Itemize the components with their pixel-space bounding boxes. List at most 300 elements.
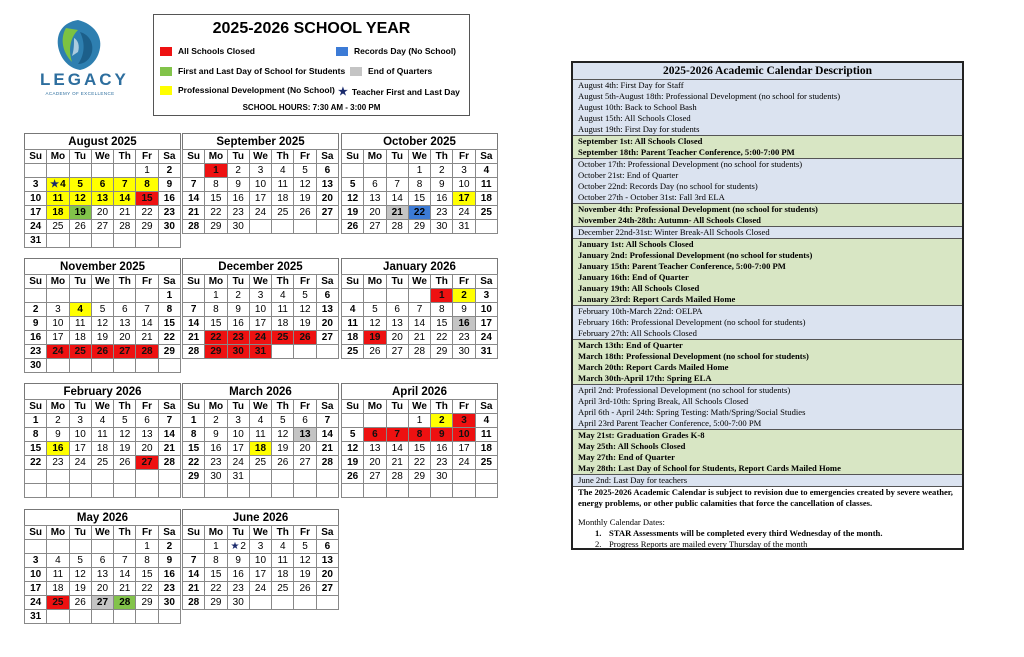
red-swatch-icon bbox=[160, 47, 172, 56]
calendar-day: 30 bbox=[158, 220, 180, 234]
calendar-day: 29 bbox=[183, 470, 205, 484]
weekday-header: We bbox=[408, 275, 430, 289]
calendar-day: 22 bbox=[205, 582, 227, 596]
empty-day bbox=[431, 484, 453, 498]
empty-day bbox=[294, 596, 316, 610]
empty-day bbox=[136, 470, 158, 484]
empty-day bbox=[158, 234, 180, 248]
calendar-day: 16 bbox=[431, 442, 453, 456]
calendar-day: 24 bbox=[47, 345, 69, 359]
empty-day bbox=[205, 484, 227, 498]
calendar-day: 10 bbox=[25, 568, 47, 582]
logo-tagline: ACADEMY OF EXCELLENCE bbox=[45, 91, 115, 96]
description-line: October 21st: End of Quarter bbox=[578, 170, 679, 180]
month-calendar bbox=[341, 258, 498, 359]
description-line: February 27th: All Schools Closed bbox=[578, 328, 697, 338]
calendar-day: 26 bbox=[364, 345, 386, 359]
calendar-description-panel bbox=[571, 61, 964, 550]
calendar-day: 13 bbox=[114, 317, 136, 331]
calendar-day: 26 bbox=[69, 220, 91, 234]
calendar-day: 28 bbox=[114, 220, 136, 234]
calendar-day: 4 bbox=[272, 164, 294, 178]
empty-day bbox=[69, 484, 91, 498]
calendar-day: 24 bbox=[69, 456, 91, 470]
month-title: November 2025 bbox=[24, 258, 181, 274]
legend-item-professional-development: Professional Development (No School) bbox=[160, 85, 335, 95]
weekday-header: Fr bbox=[453, 150, 475, 164]
empty-day bbox=[294, 470, 316, 484]
calendar-day: 15 bbox=[431, 317, 453, 331]
calendar-day: 14 bbox=[183, 317, 205, 331]
legend-item-teacher-days: ★ Teacher First and Last Day bbox=[338, 86, 460, 98]
calendar-day: 20 bbox=[91, 206, 113, 220]
empty-day bbox=[47, 484, 69, 498]
calendar-day: 23 bbox=[227, 582, 249, 596]
calendar-day: 25 bbox=[272, 331, 294, 345]
empty-day bbox=[114, 484, 136, 498]
calendar-day: 10 bbox=[249, 303, 271, 317]
calendar-day: 31 bbox=[25, 610, 47, 624]
weekday-header: Mo bbox=[364, 275, 386, 289]
calendar-day: 15 bbox=[25, 442, 47, 456]
calendar-day: 26 bbox=[294, 582, 316, 596]
description-sections bbox=[573, 80, 962, 487]
description-line: August 15th: All Schools Closed bbox=[578, 113, 691, 123]
empty-day bbox=[272, 470, 294, 484]
calendar-day: 30 bbox=[25, 359, 47, 373]
calendar-day: 9 bbox=[227, 303, 249, 317]
calendar-day: 27 bbox=[316, 582, 338, 596]
description-line: August 4th: First Day for Staff bbox=[578, 80, 684, 90]
empty-day bbox=[114, 470, 136, 484]
weekday-header: Fr bbox=[136, 400, 158, 414]
description-line: April 23rd Parent Teacher Conference, 5:00-7:00 PM bbox=[578, 418, 762, 428]
description-section bbox=[573, 159, 962, 204]
calendar-day: 3 bbox=[249, 289, 271, 303]
calendar-day: 22 bbox=[205, 206, 227, 220]
school-logo bbox=[40, 16, 129, 96]
empty-day bbox=[475, 484, 497, 498]
calendar-day: 3 bbox=[249, 164, 271, 178]
calendar-day: 5 bbox=[272, 414, 294, 428]
calendar-day: 8 bbox=[205, 554, 227, 568]
calendar-day: 29 bbox=[205, 220, 227, 234]
calendar-day: 9 bbox=[227, 554, 249, 568]
calendar-day: 16 bbox=[431, 192, 453, 206]
calendar-day: 23 bbox=[227, 206, 249, 220]
calendar-day: 23 bbox=[205, 456, 227, 470]
star-icon: ★ bbox=[338, 86, 348, 98]
weekday-header: Sa bbox=[158, 400, 180, 414]
description-line: May 21st: Graduation Grades K-8 bbox=[578, 430, 705, 440]
calendar-day: 17 bbox=[227, 442, 249, 456]
empty-day bbox=[158, 484, 180, 498]
empty-day bbox=[136, 610, 158, 624]
calendar-day: 2 bbox=[227, 289, 249, 303]
logo-wordmark: LEGACY bbox=[40, 70, 129, 89]
calendar-day: 1 bbox=[136, 540, 158, 554]
calendar-day: 6 bbox=[136, 414, 158, 428]
calendar-day: 15 bbox=[205, 317, 227, 331]
calendar-day: 10 bbox=[453, 428, 475, 442]
calendar-day: 7 bbox=[183, 303, 205, 317]
calendar-day: 7 bbox=[386, 178, 408, 192]
calendar-day: 30 bbox=[158, 596, 180, 610]
calendar-day: 31 bbox=[249, 345, 271, 359]
calendar-day: 24 bbox=[475, 331, 497, 345]
calendar-day: 14 bbox=[136, 317, 158, 331]
calendar-day: 11 bbox=[475, 428, 497, 442]
calendar-day: 30 bbox=[227, 596, 249, 610]
calendar-day: 18 bbox=[47, 582, 69, 596]
empty-day bbox=[91, 289, 113, 303]
description-line: November 24th-28th: Autumn- All Schools Closed bbox=[578, 215, 761, 225]
calendar-day: 14 bbox=[114, 568, 136, 582]
empty-day bbox=[25, 164, 47, 178]
calendar-day: 12 bbox=[342, 442, 364, 456]
calendar-day: 29 bbox=[136, 596, 158, 610]
calendar-day: 26 bbox=[294, 331, 316, 345]
calendar-day: 23 bbox=[47, 456, 69, 470]
calendar-day: 28 bbox=[386, 220, 408, 234]
empty-day bbox=[158, 470, 180, 484]
weekday-header: We bbox=[249, 400, 271, 414]
empty-day bbox=[91, 164, 113, 178]
calendar-day: 24 bbox=[227, 456, 249, 470]
calendar-day: 14 bbox=[386, 442, 408, 456]
empty-day bbox=[91, 610, 113, 624]
calendar-day: 12 bbox=[294, 178, 316, 192]
calendar-day: 9 bbox=[431, 428, 453, 442]
calendar-day: 28 bbox=[114, 596, 136, 610]
calendar-day: 11 bbox=[475, 178, 497, 192]
month-calendar bbox=[24, 258, 181, 373]
calendar-day: 2 bbox=[158, 540, 180, 554]
month-title: May 2026 bbox=[24, 509, 181, 525]
calendar-day: 21 bbox=[408, 331, 430, 345]
calendar-day: 21 bbox=[183, 582, 205, 596]
calendar-day: 9 bbox=[158, 554, 180, 568]
calendar-day: 15 bbox=[136, 192, 158, 206]
weekday-header: Fr bbox=[136, 150, 158, 164]
calendar-day: 11 bbox=[249, 428, 271, 442]
empty-day bbox=[408, 484, 430, 498]
calendar-day: 24 bbox=[249, 331, 271, 345]
calendar-day: 20 bbox=[364, 456, 386, 470]
description-line: January 2nd: Professional Development (no school for students) bbox=[578, 250, 813, 260]
empty-day bbox=[316, 470, 338, 484]
empty-day bbox=[91, 234, 113, 248]
weekday-header: Th bbox=[114, 150, 136, 164]
calendar-day: 19 bbox=[342, 456, 364, 470]
weekday-header: Fr bbox=[453, 400, 475, 414]
empty-day bbox=[114, 164, 136, 178]
weekday-header: Sa bbox=[475, 400, 497, 414]
calendar-day: 22 bbox=[205, 331, 227, 345]
calendar-day: 16 bbox=[205, 442, 227, 456]
calendar-day: 7 bbox=[183, 178, 205, 192]
calendar-day: 12 bbox=[272, 428, 294, 442]
calendar-day: 5 bbox=[114, 414, 136, 428]
calendar-day: 11 bbox=[91, 428, 113, 442]
weekday-header: Tu bbox=[69, 150, 91, 164]
weekday-header: Mo bbox=[205, 275, 227, 289]
calendar-day: 5 bbox=[69, 554, 91, 568]
empty-day bbox=[183, 540, 205, 554]
calendar-day: 30 bbox=[431, 220, 453, 234]
star-icon: ★ bbox=[50, 178, 60, 190]
empty-day bbox=[69, 234, 91, 248]
description-section bbox=[573, 430, 962, 475]
calendar-day: 22 bbox=[25, 456, 47, 470]
empty-day bbox=[342, 289, 364, 303]
calendar-day: 8 bbox=[136, 178, 158, 192]
month-title: March 2026 bbox=[182, 383, 339, 399]
empty-day bbox=[408, 289, 430, 303]
calendar-day: 5 bbox=[294, 289, 316, 303]
description-line: May 28th: Last Day of School for Students, Report Cards Mailed Home bbox=[578, 463, 841, 473]
weekday-header: Sa bbox=[158, 150, 180, 164]
calendar-day: 6 bbox=[316, 540, 338, 554]
calendar-day: 5 bbox=[294, 540, 316, 554]
empty-day bbox=[183, 289, 205, 303]
calendar-day: 22 bbox=[431, 331, 453, 345]
empty-day bbox=[249, 596, 271, 610]
empty-day bbox=[183, 164, 205, 178]
description-title: 2025-2026 Academic Calendar Description bbox=[573, 63, 962, 80]
calendar-day: 19 bbox=[294, 192, 316, 206]
calendar-day: 18 bbox=[272, 317, 294, 331]
calendar-day: 19 bbox=[91, 331, 113, 345]
weekday-header: Th bbox=[114, 400, 136, 414]
calendar-day: 5 bbox=[342, 178, 364, 192]
empty-day bbox=[316, 596, 338, 610]
calendar-day: 13 bbox=[91, 192, 113, 206]
calendar-day: 20 bbox=[114, 331, 136, 345]
description-line: September 1st: All Schools Closed bbox=[578, 136, 703, 146]
description-section bbox=[573, 340, 962, 385]
calendar-day: 30 bbox=[431, 470, 453, 484]
calendar-day: 5 bbox=[364, 303, 386, 317]
empty-day bbox=[47, 359, 69, 373]
calendar-day: 13 bbox=[316, 554, 338, 568]
calendar-day: 8 bbox=[136, 554, 158, 568]
description-line: April 2nd: Professional Development (no school for students) bbox=[578, 385, 791, 395]
weekday-header: Th bbox=[272, 150, 294, 164]
calendar-day: 12 bbox=[91, 317, 113, 331]
calendar-day: 25 bbox=[475, 456, 497, 470]
weekday-header: Su bbox=[183, 150, 205, 164]
weekday-header: Tu bbox=[386, 275, 408, 289]
calendar-day: 27 bbox=[91, 220, 113, 234]
description-line: August 19th: First Day for students bbox=[578, 124, 700, 134]
month-calendar bbox=[341, 133, 498, 234]
star-icon: ★ bbox=[230, 540, 240, 552]
weekday-header: Fr bbox=[136, 526, 158, 540]
empty-day bbox=[249, 470, 271, 484]
calendar-day: 30 bbox=[453, 345, 475, 359]
weekday-header: Su bbox=[25, 275, 47, 289]
calendar-day: 8 bbox=[205, 303, 227, 317]
empty-day bbox=[25, 470, 47, 484]
calendar-day: 11 bbox=[272, 554, 294, 568]
calendar-day: 25 bbox=[475, 206, 497, 220]
month-title: December 2025 bbox=[182, 258, 339, 274]
empty-day bbox=[364, 414, 386, 428]
description-line: August 10th: Back to School Bash bbox=[578, 102, 697, 112]
calendar-day: 2 bbox=[158, 164, 180, 178]
weekday-header: Su bbox=[183, 275, 205, 289]
calendar-day: 20 bbox=[364, 206, 386, 220]
empty-day bbox=[316, 345, 338, 359]
calendar-day: 25 bbox=[47, 220, 69, 234]
legend-item-end-of-quarters: End of Quarters bbox=[350, 66, 432, 76]
calendar-day: 5 bbox=[69, 178, 91, 192]
empty-day bbox=[183, 484, 205, 498]
weekday-header: We bbox=[91, 150, 113, 164]
empty-day bbox=[114, 540, 136, 554]
calendar-day: 14 bbox=[158, 428, 180, 442]
calendar-day: 27 bbox=[294, 456, 316, 470]
calendar-day: 28 bbox=[158, 456, 180, 470]
description-line: May 27th: End of Quarter bbox=[578, 452, 675, 462]
calendar-day: 24 bbox=[25, 220, 47, 234]
weekday-header: Su bbox=[342, 400, 364, 414]
calendar-day: 29 bbox=[158, 345, 180, 359]
calendar-day: 2 bbox=[227, 164, 249, 178]
weekday-header: Tu bbox=[227, 400, 249, 414]
calendar-day: 29 bbox=[205, 596, 227, 610]
calendar-day: 31 bbox=[475, 345, 497, 359]
calendar-day: 26 bbox=[342, 220, 364, 234]
description-section bbox=[573, 227, 962, 239]
calendar-day: 27 bbox=[364, 470, 386, 484]
calendar-day: 7 bbox=[386, 428, 408, 442]
calendar-day: 13 bbox=[316, 178, 338, 192]
calendar-day: ★2 bbox=[227, 540, 249, 554]
description-section bbox=[573, 80, 962, 136]
calendar-day: 20 bbox=[316, 192, 338, 206]
weekday-header: Mo bbox=[47, 526, 69, 540]
calendar-day: 26 bbox=[294, 206, 316, 220]
calendar-day: 4 bbox=[47, 554, 69, 568]
calendar-day: 19 bbox=[272, 442, 294, 456]
calendar-day: 7 bbox=[114, 178, 136, 192]
revision-note: The 2025-2026 Academic Calendar is subject to revision due to emergencies created by severe weather, energy problems, or other public calamities that force the cancellation of classes. bbox=[578, 487, 953, 508]
calendar-day: 1 bbox=[25, 414, 47, 428]
month-calendar bbox=[341, 383, 498, 498]
calendar-day: 5 bbox=[342, 428, 364, 442]
calendar-day: 27 bbox=[316, 206, 338, 220]
calendar-day: 28 bbox=[408, 345, 430, 359]
calendar-day: 17 bbox=[249, 192, 271, 206]
calendar-day: 9 bbox=[47, 428, 69, 442]
calendar-day: 18 bbox=[47, 206, 69, 220]
calendar-day: 17 bbox=[475, 317, 497, 331]
calendar-day: 6 bbox=[364, 178, 386, 192]
weekday-header: Fr bbox=[294, 150, 316, 164]
calendar-day: 20 bbox=[386, 331, 408, 345]
calendar-day: 23 bbox=[431, 456, 453, 470]
calendar-day: 20 bbox=[294, 442, 316, 456]
calendar-day: 31 bbox=[453, 220, 475, 234]
calendar-day: 16 bbox=[158, 568, 180, 582]
empty-day bbox=[272, 220, 294, 234]
weekday-header: Th bbox=[272, 400, 294, 414]
calendar-day: 19 bbox=[294, 568, 316, 582]
calendar-day: 29 bbox=[136, 220, 158, 234]
description-line: January 16th: End of Quarter bbox=[578, 272, 689, 282]
empty-day bbox=[249, 484, 271, 498]
calendar-day: 14 bbox=[316, 428, 338, 442]
calendar-day: 12 bbox=[364, 317, 386, 331]
month-calendar bbox=[182, 383, 339, 498]
blue-swatch-icon bbox=[336, 47, 348, 56]
green-swatch-icon bbox=[160, 67, 172, 76]
calendar-day: 25 bbox=[91, 456, 113, 470]
calendar-day: 24 bbox=[249, 582, 271, 596]
description-line: December 22nd-31st: Winter Break-All Schools Closed bbox=[578, 227, 770, 237]
calendar-day: 21 bbox=[316, 442, 338, 456]
weekday-header: Sa bbox=[158, 526, 180, 540]
calendar-day: 25 bbox=[342, 345, 364, 359]
empty-day bbox=[91, 470, 113, 484]
weekday-header: Th bbox=[431, 400, 453, 414]
calendar-day: 25 bbox=[272, 206, 294, 220]
weekday-header: Sa bbox=[316, 150, 338, 164]
calendar-day: 12 bbox=[114, 428, 136, 442]
calendar-day: 6 bbox=[91, 554, 113, 568]
calendar-day: 27 bbox=[316, 331, 338, 345]
description-line: March 30th-April 17th: Spring ELA bbox=[578, 373, 712, 383]
calendar-day: 4 bbox=[272, 289, 294, 303]
calendar-day: 4 bbox=[475, 164, 497, 178]
empty-day bbox=[136, 359, 158, 373]
calendar-day: 24 bbox=[249, 206, 271, 220]
monthly-item: 2. Progress Reports are mailed every Thursday of the month bbox=[595, 539, 808, 549]
calendar-day: 9 bbox=[431, 178, 453, 192]
calendar-day: 3 bbox=[25, 178, 47, 192]
school-hours: SCHOOL HOURS: 7:30 AM - 3:00 PM bbox=[242, 103, 381, 112]
month-calendar bbox=[24, 383, 181, 498]
calendar-day: 21 bbox=[114, 206, 136, 220]
calendar-day: 31 bbox=[227, 470, 249, 484]
calendar-day: 25 bbox=[249, 456, 271, 470]
empty-day bbox=[91, 484, 113, 498]
empty-day bbox=[364, 164, 386, 178]
calendar-day: 1 bbox=[408, 414, 430, 428]
month-title: April 2026 bbox=[341, 383, 498, 399]
calendar-day: 13 bbox=[91, 568, 113, 582]
calendar-day: 29 bbox=[431, 345, 453, 359]
calendar-day: ★4 bbox=[47, 178, 69, 192]
weekday-header: We bbox=[91, 275, 113, 289]
weekday-header: We bbox=[91, 400, 113, 414]
calendar-day: 18 bbox=[272, 192, 294, 206]
description-line: February 16th: Professional Development (no school for students) bbox=[578, 317, 806, 327]
calendar-day: 24 bbox=[453, 206, 475, 220]
empty-day bbox=[91, 540, 113, 554]
empty-day bbox=[249, 220, 271, 234]
calendar-day: 4 bbox=[272, 540, 294, 554]
calendar-day: 19 bbox=[114, 442, 136, 456]
legend-box bbox=[153, 14, 470, 116]
calendar-day: 18 bbox=[249, 442, 271, 456]
calendar-day: 1 bbox=[205, 540, 227, 554]
calendar-day: 19 bbox=[69, 206, 91, 220]
description-line: October 17th: Professional Development (no school for students) bbox=[578, 159, 803, 169]
empty-day bbox=[158, 359, 180, 373]
